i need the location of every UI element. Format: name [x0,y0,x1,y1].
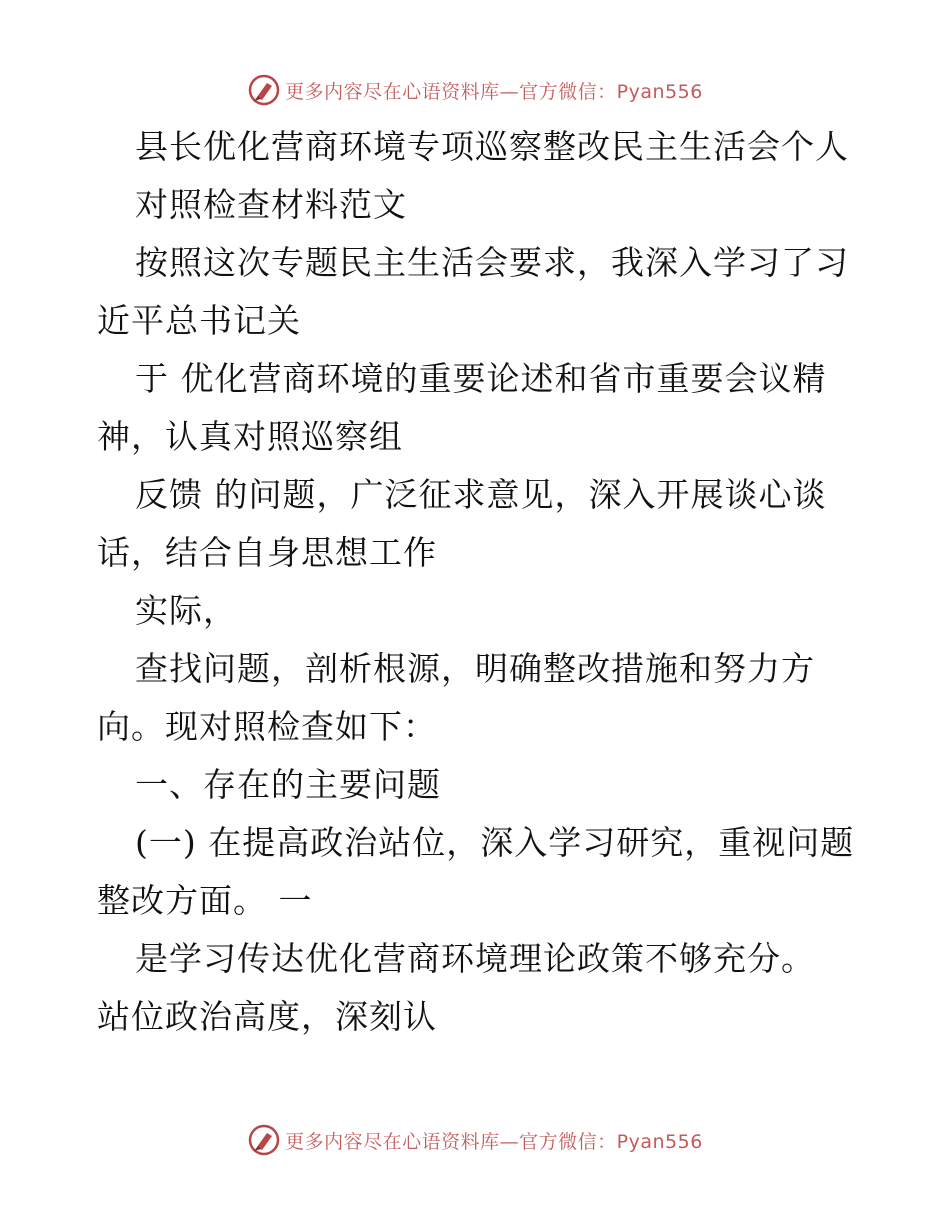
header-banner [0,70,950,110]
footer-banner-wechat: Pyan556 [616,1130,703,1153]
document-body [97,118,857,1046]
paragraph-line: 是学习传达优化营商环境理论政策不够充分。 [135,939,815,978]
pen-nib-logo-icon [247,1123,281,1157]
subsection-heading: (一) 在提高政治站位，深入学习研究，重视问题 [135,823,855,862]
title-line-2: 对照检查材料范文 [135,185,407,224]
paragraph-line: 于 优化营商环境的重要论述和省市重要会议精 [135,359,827,398]
title-line-1: 县长优化营商环境专项巡察整改民主生活会个人 [135,127,849,166]
paragraph-line: 按照这次专题民主生活会要求，我深入学习了习 [135,243,849,282]
paragraph-line: 反馈 的问题，广泛征求意见，深入开展谈心谈 [135,475,827,514]
header-banner-text [285,77,703,104]
footer-banner-label: 更多内容尽在心语资料库—官方微信： [285,1130,617,1153]
paragraph-line: 神，认真对照巡察组 [97,417,403,456]
paragraph-line: 查找问题，剖析根源，明确整改措施和努力方 [135,649,815,688]
paragraph-line: 向。现对照检查如下： [97,707,437,746]
paragraph-line: 实际， [135,591,237,630]
pen-nib-logo-icon [247,73,281,107]
paragraph-line: 话，结合自身思想工作 [97,533,437,572]
paragraph-line: 站位政治高度，深刻认 [97,997,437,1036]
paragraph-line: 近平总书记关 [97,301,301,340]
footer-banner [0,1120,950,1160]
paragraph-line: 整改方面。 一 [97,881,313,920]
section-heading: 一、存在的主要问题 [135,765,441,804]
header-banner-wechat: Pyan556 [616,80,703,103]
footer-banner-text [285,1127,703,1154]
header-banner-label: 更多内容尽在心语资料库—官方微信： [285,80,617,103]
